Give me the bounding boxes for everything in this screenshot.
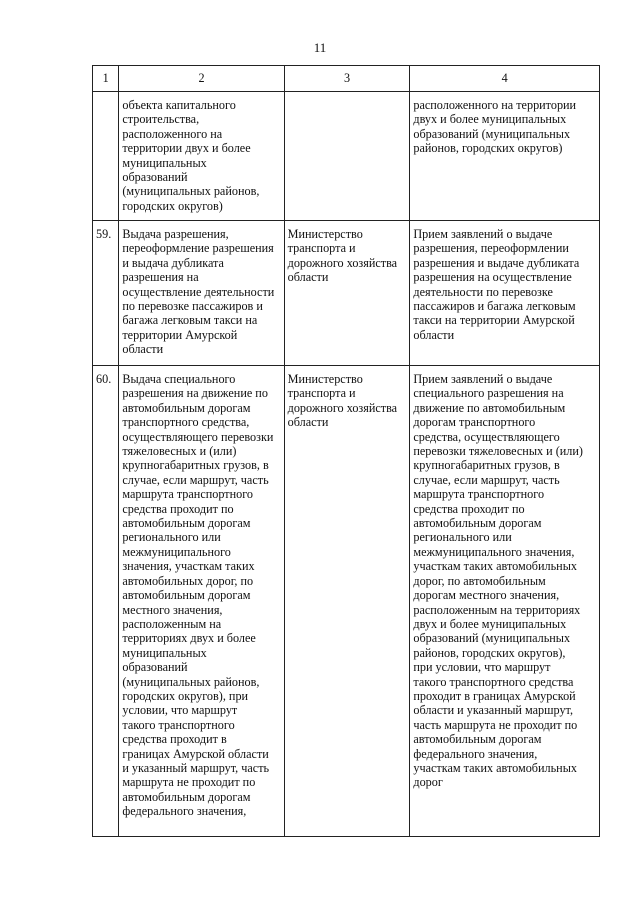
header-col-2: 2 (119, 66, 284, 92)
authority-name: Министерство транспорта и дорожного хозяйства области (287, 372, 398, 430)
authority-cell (284, 92, 410, 221)
service-name: Выдача разрешения, переоформление разрешения и выдача дубликата разрешения на осуществление деятельности по перевозке пассажиров и багажа легковым такси на территории Амурской области (122, 227, 275, 357)
service-name: Выдача специального разрешения на движение по автомобильным дорогам транспортного средства, осуществляющего перевозки тяжеловесных и (или) крупногабаритных грузов, в случае, если маршрут, часть маршрута транспортного средства проходит по автомобильным дорогам регионального или межмуниципального значения, участкам таких автомобильных дорог, по автомобильным дорогам местного значения, расположенным на территориях двух и более муниципальных образований (муниципальных районов, городских округов), при условии, что маршрут такого транспортного средства проходит в границах Амурской области и указанный маршрут, часть маршрута не проходит по автомобильным дорогам федерального значения, (122, 372, 274, 819)
function-cell (410, 92, 600, 221)
row-number: 59. (93, 221, 119, 366)
row-number (93, 92, 119, 221)
service-name-cell (119, 366, 284, 837)
function-text: Прием заявлений о выдаче разрешения, переоформлении разрешения и выдаче дубликата разрешения на осуществление деятельности по перевозке пассажиров и багажа легковым такси на территории Амурской области (413, 227, 580, 342)
page-number: 11 (313, 40, 327, 55)
function-text: Прием заявлений о выдаче специального разрешения на движение по автомобильным дорогам транспортного средства, осуществляющего перевозки тяжеловесных и (или) крупногабаритных грузов, в случае, если маршрут, часть маршрута транспортного средства проходит по автомобильным дорогам регионального или межмуниципального значения, участкам таких автомобильных дорог, по автомобильным дорогам местного значения, расположенным на территориях двух и более муниципальных образований (муниципальных районов, городских округов), при условии, что маршрут такого транспортного средства проходит в границах Амурской области и указанный маршрут, часть маршрута не проходит по автомобильным дорогам федерального значения, участкам таких автомобильных дорог (413, 372, 583, 790)
table-header-row (93, 66, 600, 92)
authority-cell (284, 221, 410, 366)
function-text: расположенного на территории двух и более муниципальных образований (муниципальных районов, городских округов) (413, 98, 577, 156)
authority-cell (284, 366, 410, 837)
service-name: объекта капитального строительства, расположенного на территории двух и более муниципальных образований (муниципальных районов, городских округов) (122, 98, 260, 213)
table-row (93, 221, 600, 366)
header-col-1: 1 (93, 66, 119, 92)
table-row (93, 92, 600, 221)
table-row (93, 366, 600, 837)
header-col-4: 4 (410, 66, 600, 92)
authority-name: Министерство транспорта и дорожного хозяйства области (287, 227, 398, 285)
service-name-cell (119, 221, 284, 366)
service-name-cell (119, 92, 284, 221)
header-col-3: 3 (284, 66, 410, 92)
function-cell (410, 366, 600, 837)
services-table (92, 65, 600, 837)
function-cell (410, 221, 600, 366)
row-number: 60. (93, 366, 119, 837)
